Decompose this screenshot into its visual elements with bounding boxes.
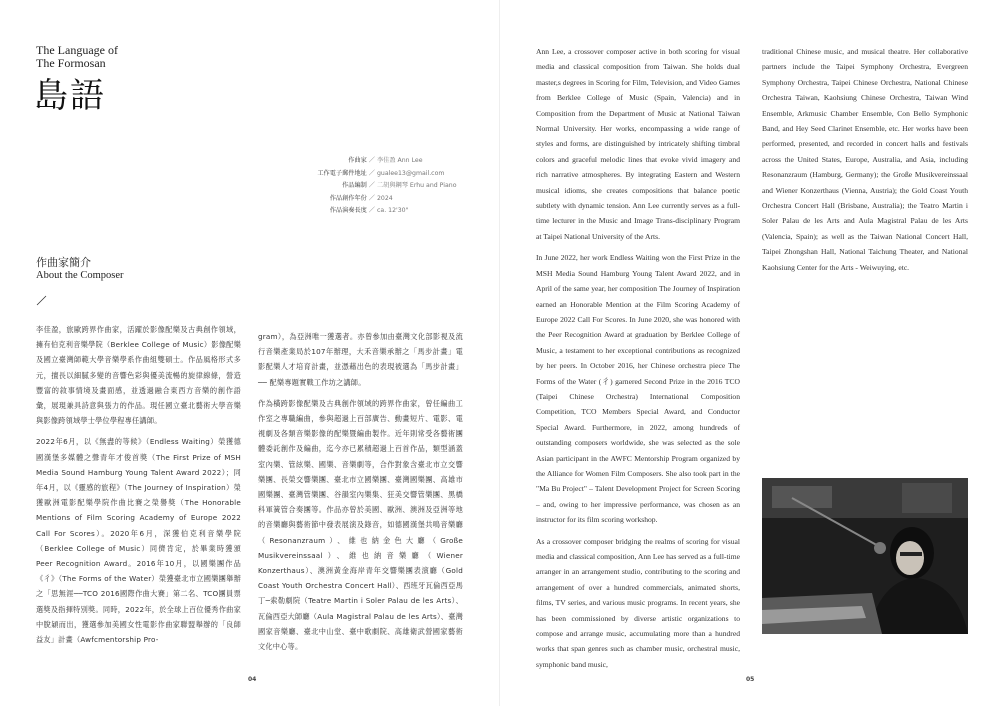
composer-photo	[762, 478, 968, 634]
credit-value: 2024	[377, 194, 393, 202]
bio-zh-paragraph: 李佳盈，旅歐跨界作曲家，活躍於影像配樂及古典創作領域，擁有伯克利音樂學院（Berklee College of Music）影像配樂及國立臺灣師範大學音樂學系作曲組雙碩士。作品風格形式多元，擅長以細膩多變的音響色彩與優美流暢的旋律線條，營造豐富的敘事情境及畫面感，並透過融合東西方音樂的創作語彙，展現兼具詩意與張力的作品。現任國立臺北藝術大學音樂與影像跨領域學士學位學程專任講師。	[36, 325, 241, 426]
bio-zh-paragraph: 作為橫跨影像配樂及古典創作領域的跨界作曲家，曾任編曲工作室之專職編曲，參與超過上百部廣告、動畫短片、電影、電視劇及各類音樂影像的配樂暨編曲製作。近年則常受各藝術團體委託創作及編曲，迄今亦已累積超過上百首作品，類型涵蓋室內樂、管絃樂、國樂、音樂劇等，合作對象含臺北市立交響樂團、長榮交響樂團、臺北市立國樂團、臺灣國樂團、高雄市國樂團、臺灣管樂團、谷韻室內樂集、狂美交響管樂團、黑橋科軍簧管合奏團等。作品亦曾於美國、歐洲、澳洲及亞洲等地的音樂廳與藝術節中發表展演及錄音，如德國漢堡共鳴音樂廳（Resonanzraum）、維也納金色大廳（Große Musikvereinssaal）、維也納音樂廳（Wiener Konzerthaus）、澳洲黃金海岸青年交響樂團表演廳（Gold Coast Youth Orchestra Concert Hall）、西班牙瓦倫西亞馬丁─索勒劇院（Teatre Martin i Soler Palau de les Arts）、瓦倫西亞大師廳（Aula Magistral Palau de les Arts）、臺灣國家音樂廳、臺北中山堂、臺中歌劇院、高雄衛武營國家藝術文化中心等。	[258, 398, 463, 652]
credit-label: 作曲家 ／	[348, 157, 375, 164]
bio-en-paragraph: Ann Lee, a crossover composer active in both scoring for visual media and classical composition from Taiwan. She holds dual master,s degrees in Scoring for Film, Television, and Video Games from Berklee College of Music (Spain, Valencia) and in Composition from the Department of Music at National Taiwan Normal University. Her works, encompassing a wide range of styles and forms, are distinguished by intricately shifting timbral colors and graceful melodic lines that evoke vivid imagery and rich narrative atmospheres. By integrating Eastern and Western musical idioms, she creates compositions that balance poetic subtlety with dynamic tension. Ann Lee currently serves as a full-time lecturer in the Music and Image Trans-disciplinary Program at Taipei National University of the Arts.	[536, 47, 740, 241]
credit-row	[300, 155, 460, 168]
bio-en-paragraph: In June 2022, her work Endless Waiting won the First Prize in the MSH Media Sound Hamburg Young Talent Award 2022, and in April of the same year, her composition The Journey of Inspiration earned an Honorable Mention at the Film Scoring Academy of Europe 2022 Call For Scores. In June 2020, she was honored with the Peer Recognition Award at graduation by Berklee College of Music, a testament to her exceptional contributions as recognized by her peers. In October 2016, her Chinese orchestra piece The Forms of the Water (彳) garnered Second Prize in the 2016 TCO (Taipei Chinese Orchestra) International Composition Competition, TCO Members Special Award, and Conductor Special Award. Furthermore, in 2022, among hundreds of outstanding composers worldwide, she was selected as the sole Asian participant in the AWFC Mentorship Program organized by the Alliance for Women Film Composers. She also took part in the "Ma Bu Project" – Talent Development Project for Screen Scoring – and, owing to her impressive performance, was chosen as an instructor for its film scoring workshop.	[536, 253, 740, 525]
bio-en-paragraph: As a crossover composer bridging the realms of scoring for visual media and classical composition, Ann Lee has served as a full-time arranger in an arrangement studio, contributing to the scoring and arrangement of over a hundred commercials, animated shorts, films, TV series, and various music programs. In recent years, she has been commissioned by diverse artistic organizations to compose and arrange music, accumulating more than a hundred works that span genres such as chamber music, orchestral music, symphonic band music,	[536, 536, 740, 669]
credits-block	[300, 155, 460, 218]
title-en-line-1: The Language of	[36, 43, 118, 57]
page-number: 04	[248, 676, 257, 683]
piece-title-en	[36, 44, 118, 70]
credit-value: 二胡與鋼琴 Erhu and Piano	[377, 182, 457, 189]
bio-en-paragraph: traditional Chinese music, and musical theatre. Her collaborative partners include the Taipei Symphony Orchestra, Evergreen Symphony Orchestra, Taipei Chinese Orchestra, National Chinese Orchestra Taiwan, Kaohsiung Chinese Orchestra, Taiwan Wind Ensemble, Arkmusic Chamber Ensemble, Con Bello Symphonic Band, and Hey Seed Clarinet Ensemble, etc. Her works have been performed, presented, and recorded in concert halls and festivals across the United States, Europe, Australia, and Asia, including Resonanzraum (Hamburg, Germany); the Große Musikvereinssaal and Wiener Konzerthaus (Vienna, Austria); the Gold Coast Youth Orchestra Concert Hall (Brisbane, Australia); the Teatro Martin i Soler Palau de les Arts and Aula Magistral Palau de les Arts (Valencia, Spain); as well as the Taiwan National Concert Hall, Taipei Zhongshan Hall, National Taichung Theater, and National Kaohsiung Center for the Arts - Weiwuying, etc.	[762, 47, 968, 272]
slash-divider-icon	[36, 294, 48, 306]
bio-zh-paragraph: 2022年6月，以《無盡的等候》（Endless Waiting）榮獲德國漢堡多媒體之聲青年才俊首獎（The First Prize of MSH Media Sound Hamburg Young Talent Award 2022）；同年4月，以《靈感的旅程》（The Journey of Inspiration）榮獲歐洲電影配樂學院作曲比賽之榮譽獎（The Honorable Mentions of Film Scoring Academy of Europe 2022 Call For Scores）。2020年6月，深獲伯克利音樂學院（Berklee College of Music）同儕肯定，於畢業時獲頒 Peer Recognition Award。2016年10月，以國樂團作品《彳》（The Forms of the Water）榮獲臺北市立國樂團舉辦之「思無涯──TCO 2016國際作曲大賽」第二名、TCO團員票選獎及指揮特別獎。同時，2022年，於全球上百位優秀作曲家中脫穎而出，獲選參加美國女性電影作曲家聯盟舉辦的「良師益友」計畫（Awfcmentorship Pro-	[36, 437, 241, 645]
credit-label: 工作電子郵件地址 ／	[317, 169, 375, 177]
credit-row	[300, 180, 460, 193]
credit-row	[300, 205, 460, 218]
bio-zh-paragraph: gram），為亞洲唯一獲選者。亦曾參加由臺灣文化部影視及流行音樂產業局於107年辦理，大禾音樂承辦之「馬步計畫」電影配樂人才培育計畫，並憑藉出色的表現被選為「馬步計畫」── 配樂專題實戰工作坊之講師。	[258, 332, 463, 387]
credit-row	[300, 193, 460, 206]
credit-value: 李佳盈 Ann Lee	[377, 157, 423, 164]
credit-value: gualee13@gmail.com	[377, 169, 445, 177]
left-page	[0, 0, 499, 706]
title-en-line-2: The Formosan	[36, 56, 106, 70]
bio-zh-column-2	[258, 329, 463, 660]
bio-en-column-2	[762, 44, 968, 281]
credit-row	[300, 168, 460, 181]
composer-photo-image	[762, 478, 968, 634]
credit-label: 作品創作年份 ／	[329, 194, 375, 202]
about-heading-en: About the Composer	[36, 270, 124, 281]
page-number: 05	[746, 676, 755, 683]
bio-zh-column-1	[36, 322, 241, 653]
about-heading-zh: 作曲家簡介	[36, 256, 91, 269]
bio-en-column-1	[536, 44, 740, 678]
piece-title-zh: 島語	[34, 76, 106, 116]
credit-value: ca. 12'30"	[377, 207, 409, 214]
credit-label: 作品編制 ／	[342, 182, 375, 189]
credit-label: 作品演奏長度 ／	[329, 207, 375, 214]
